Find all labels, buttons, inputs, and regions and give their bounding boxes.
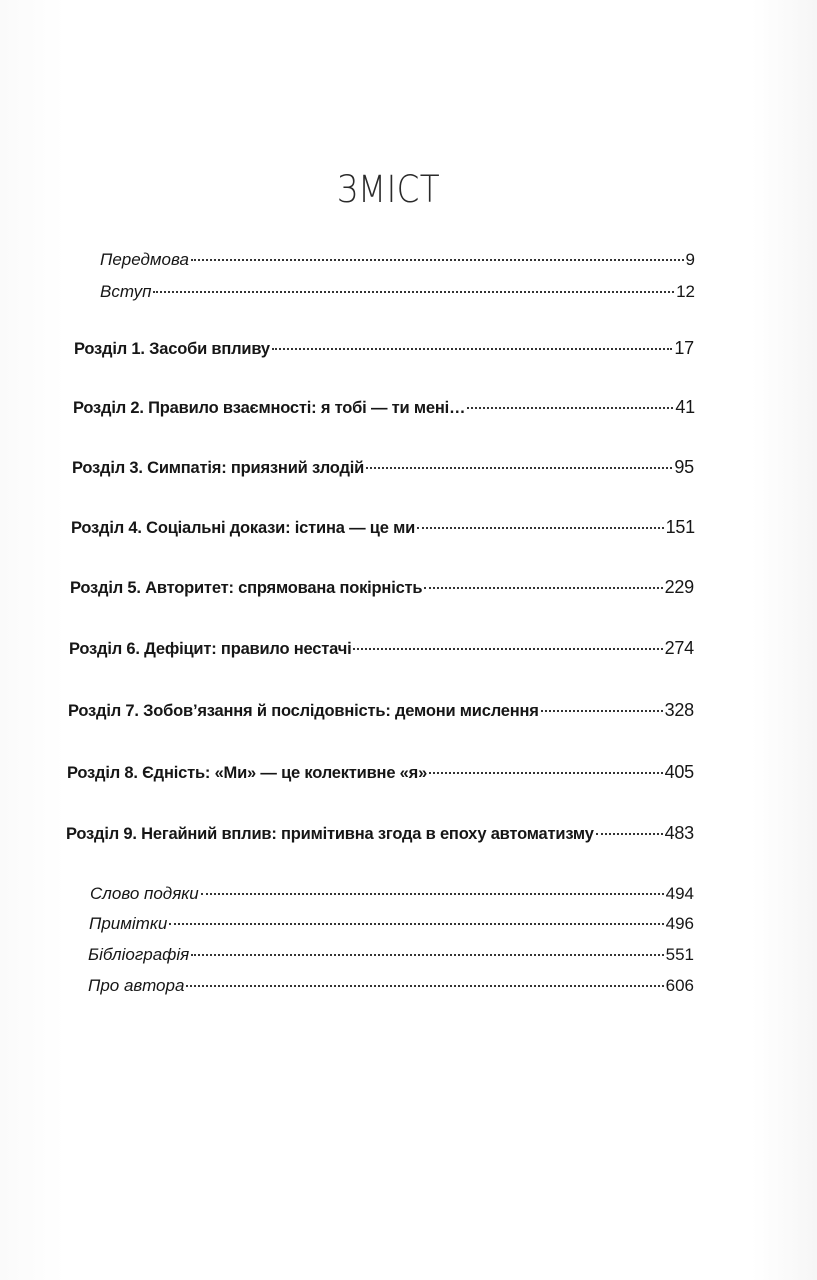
toc-entry-page: 274: [664, 638, 694, 658]
toc-entry-label: Розділ 8. Єдність: «Ми» — це колективне «я»: [67, 764, 428, 782]
toc-entry-label: Розділ 2. Правило взаємності: я тобі — ти мені…: [73, 399, 466, 417]
dot-leader: [417, 527, 664, 529]
toc-entry-label: Примітки: [89, 914, 168, 933]
toc-entry-page: 12: [676, 282, 695, 301]
toc-entry-label: Розділ 3. Симпатія: приязний злодій: [72, 459, 365, 477]
dot-leader: [541, 710, 663, 712]
dot-leader: [467, 407, 673, 409]
toc-entry-chapter-9: [66, 823, 694, 844]
toc-entry-page: 151: [665, 517, 695, 537]
toc-entry-label: Бібліографія: [88, 945, 190, 964]
toc-title: ЗМІСТ: [336, 168, 441, 211]
toc-entry-page: 606: [665, 976, 694, 995]
dot-leader: [272, 348, 673, 350]
toc-entry-label: Розділ 6. Дефіцит: правило нестачі: [69, 640, 352, 658]
toc-entry-label: Розділ 7. Зобов’язання й послідовність: демони мислення: [68, 702, 539, 720]
toc-entry-label: Передмова: [100, 250, 189, 269]
dot-leader: [596, 833, 663, 835]
toc-entry-chapter-7: [68, 700, 694, 721]
toc-entry-acknowledgments: [90, 884, 694, 904]
toc-entry-chapter-8: [67, 762, 694, 783]
toc-entry-page: 229: [664, 577, 694, 597]
dot-leader: [366, 467, 672, 469]
toc-entry-introduction: [100, 282, 695, 302]
toc-entry-notes: [89, 914, 694, 934]
toc-entry-chapter-4: [71, 517, 695, 538]
dot-leader: [153, 291, 674, 293]
toc-entry-page: 494: [665, 884, 694, 903]
dot-leader: [353, 648, 662, 650]
toc-entry-bibliography: [88, 945, 694, 965]
toc-entry-label: Розділ 4. Соціальні докази: істина — це ми: [71, 519, 416, 537]
toc-entry-label: Розділ 9. Негайний вплив: примітивна згода в епоху автоматизму: [66, 825, 594, 843]
toc-entry-chapter-1: [74, 338, 694, 359]
toc-entry-label: Слово подяки: [90, 884, 199, 903]
toc-entry-label: Вступ: [100, 282, 152, 301]
dot-leader: [191, 954, 663, 956]
dot-leader: [169, 923, 663, 925]
toc-entry-page: 483: [664, 823, 694, 843]
toc-entry-chapter-3: [72, 457, 694, 478]
dot-leader: [186, 985, 663, 987]
toc-entry-foreword: [100, 250, 695, 270]
toc-entry-label: Про автора: [88, 976, 185, 995]
toc-entry-about-author: [88, 976, 694, 996]
dot-leader: [201, 893, 664, 895]
toc-entry-label: Розділ 5. Авторитет: спрямована покірність: [70, 579, 423, 597]
toc-entry-page: 9: [685, 250, 695, 269]
dot-leader: [424, 587, 662, 589]
toc-entry-page: 41: [675, 397, 695, 417]
toc-entry-page: 551: [665, 945, 694, 964]
toc-entry-page: 17: [674, 338, 694, 358]
toc-entry-page: 328: [664, 700, 694, 720]
toc-entry-label: Розділ 1. Засоби впливу: [74, 340, 270, 358]
toc-entry-page: 496: [665, 914, 694, 933]
toc-entry-chapter-5: [70, 577, 694, 598]
dot-leader: [429, 772, 662, 774]
toc-entry-page: 405: [664, 762, 694, 782]
toc-entry-chapter-2: [73, 397, 695, 418]
toc-entry-page: 95: [674, 457, 694, 477]
dot-leader: [191, 259, 684, 261]
toc-entry-chapter-6: [69, 638, 694, 659]
